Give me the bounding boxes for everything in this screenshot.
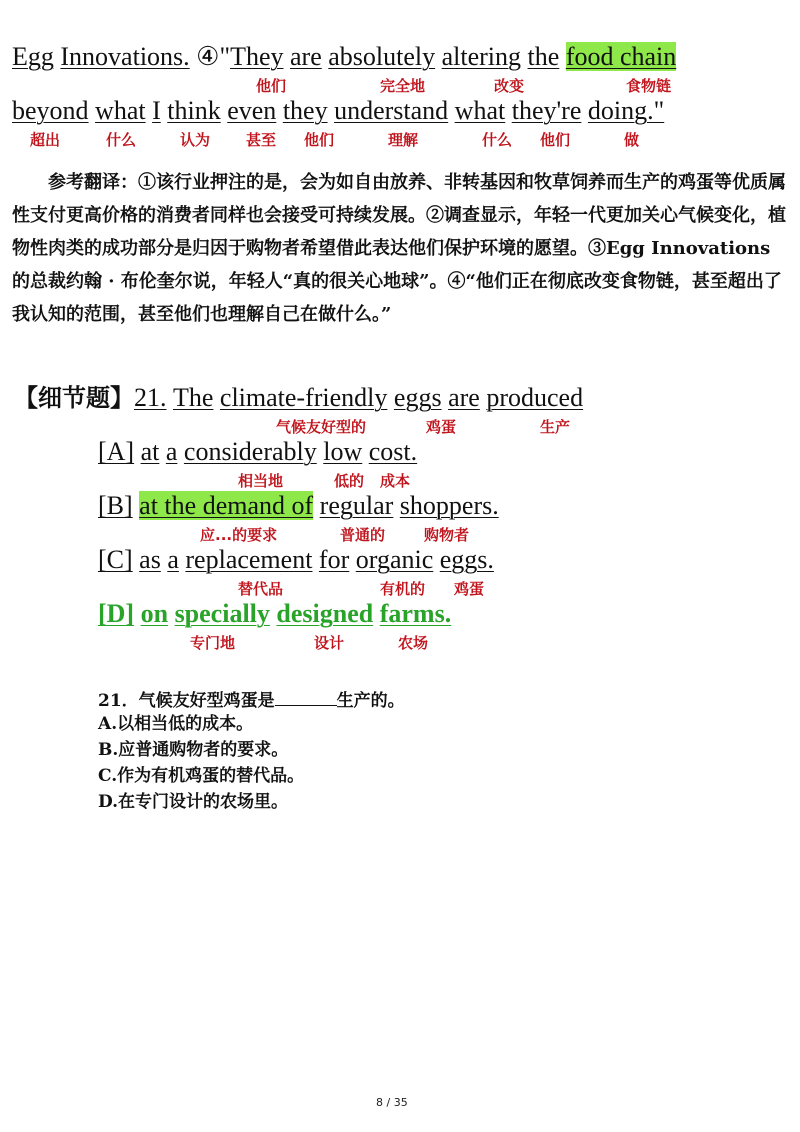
- word: absolutely: [328, 42, 436, 71]
- gloss: 农场: [398, 634, 429, 652]
- word: shoppers.: [399, 491, 499, 520]
- gloss: 普通的: [340, 526, 386, 544]
- gloss: 专门地: [190, 634, 236, 652]
- passage-line-2: [12, 96, 664, 126]
- gloss: 完全地: [380, 77, 426, 95]
- gloss: 设计: [314, 634, 345, 652]
- gloss: 超出: [30, 131, 61, 149]
- stem-prefix: 21．气候友好型鸡蛋是: [98, 691, 275, 711]
- word: climate-friendly: [219, 383, 388, 412]
- word: The: [173, 383, 214, 412]
- highlighted-phrase: food chain: [565, 42, 677, 71]
- word: a: [165, 437, 178, 466]
- passage-line-1: [12, 42, 676, 72]
- word: think: [167, 96, 221, 125]
- option-c: [98, 545, 494, 575]
- word: cost.: [368, 437, 418, 466]
- highlighted-phrase: at the demand of: [139, 491, 314, 520]
- option-letter: [D]: [98, 599, 135, 628]
- question-stem: [14, 383, 583, 413]
- answer-blank: [275, 687, 337, 706]
- option-b: [98, 491, 499, 521]
- gloss: 改变: [494, 77, 525, 95]
- option-letter: [C]: [98, 545, 133, 574]
- word: organic: [355, 545, 434, 574]
- gloss: 理解: [388, 131, 419, 149]
- word: farms.: [379, 599, 452, 628]
- word: what: [454, 96, 506, 125]
- translation-body: ①该行业押注的是，会为如自由放养、非转基因和牧草饲养而生产的鸡蛋等优质属性支付更高价格的消费者同样也会接受可持续发展。②调查显示，年轻一代更加关心气候变化，植物性肉类的成功部分是归因于购物者希望借此表达他们保护环境的愿望。③Egg Innovations 的总裁约翰 · 布伦奎尔说，年轻人“真的很关心地球”。④“他们正在彻底改变食物链，甚至超出了我认知的范围，甚至他们也理解自己在做什么。”: [12, 172, 786, 325]
- chinese-option-b: B.应普通购物者的要求。: [98, 740, 289, 760]
- gloss: 应...的要求: [200, 526, 278, 544]
- chinese-option-c: C.作为有机鸡蛋的替代品。: [98, 766, 305, 786]
- gloss: 鸡蛋: [426, 418, 457, 436]
- word: They: [230, 42, 284, 71]
- word: altering: [441, 42, 522, 71]
- word: understand: [334, 96, 449, 125]
- gloss: 做: [624, 131, 640, 149]
- word: considerably: [183, 437, 317, 466]
- gloss: 什么: [106, 131, 137, 149]
- word: Egg: [12, 42, 54, 71]
- question-type-tag: 【细节题】: [14, 384, 134, 412]
- word: designed: [276, 599, 374, 628]
- question-number: 21.: [134, 383, 167, 412]
- word: even: [227, 96, 277, 125]
- word: eggs: [393, 383, 442, 412]
- gloss: 他们: [304, 131, 335, 149]
- option-a: [98, 437, 417, 467]
- gloss: 他们: [256, 77, 287, 95]
- word: a: [167, 545, 179, 574]
- translation-label: 参考翻译：: [48, 172, 138, 193]
- stem-suffix: 生产的。: [336, 691, 405, 711]
- space: [559, 42, 566, 71]
- word: Innovations.: [60, 42, 190, 71]
- word: as: [139, 545, 161, 574]
- chinese-option-a: A.以相当低的成本。: [98, 714, 254, 734]
- sentence-marker: ④": [189, 42, 231, 71]
- gloss: 食物链: [626, 77, 672, 95]
- option-letter: [A]: [98, 437, 135, 466]
- word: they're: [511, 96, 582, 125]
- word: at: [140, 437, 160, 466]
- word: regular: [319, 491, 394, 520]
- word: low: [323, 437, 363, 466]
- gloss: 替代品: [238, 580, 284, 598]
- gloss: 生产: [540, 418, 571, 436]
- word: on: [140, 599, 169, 628]
- gloss: 鸡蛋: [454, 580, 485, 598]
- gloss: 气候友好型的: [276, 418, 367, 436]
- word: replacement: [185, 545, 313, 574]
- word: are: [448, 383, 480, 412]
- word: for: [318, 545, 350, 574]
- word: produced: [486, 383, 584, 412]
- word: the: [527, 42, 560, 71]
- page-number: 8 / 35: [376, 1096, 408, 1109]
- word: what: [95, 96, 146, 125]
- gloss: 甚至: [246, 131, 277, 149]
- option-letter: [B]: [98, 491, 133, 520]
- word: specially: [174, 599, 270, 628]
- word: doing.": [587, 96, 665, 125]
- word: beyond: [12, 96, 89, 125]
- gloss: 低的: [334, 472, 365, 490]
- gloss: 认为: [180, 131, 211, 149]
- word: I: [152, 96, 161, 125]
- gloss: 有机的: [380, 580, 426, 598]
- option-d-answer: [98, 599, 451, 629]
- word: are: [290, 42, 322, 71]
- gloss: 什么: [482, 131, 513, 149]
- gloss: 购物者: [424, 526, 470, 544]
- word: they: [282, 96, 328, 125]
- word: eggs.: [439, 545, 494, 574]
- gloss: 成本: [380, 472, 411, 490]
- gloss: 相当地: [238, 472, 284, 490]
- chinese-option-d: D.在专门设计的农场里。: [98, 792, 289, 812]
- reference-translation: [12, 166, 788, 331]
- gloss: 他们: [540, 131, 571, 149]
- chinese-question-stem: [98, 687, 405, 713]
